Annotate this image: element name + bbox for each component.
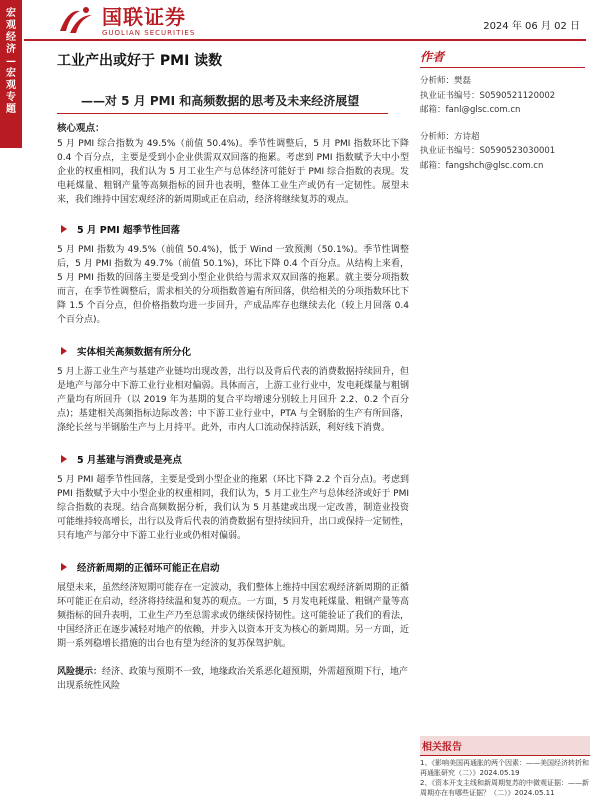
banner-char: 观 (6, 20, 16, 31)
risk-label: 风险提示： (57, 667, 103, 677)
banner-char: 宏 (6, 8, 16, 19)
author-header: 作者 (420, 50, 445, 64)
banner-char: 专 (6, 92, 16, 103)
related-reports (420, 736, 590, 799)
section-title: 实体相关高频数据有所分化 (77, 347, 192, 358)
title-divider (57, 113, 388, 114)
section-title: 5 月基建与消费或是亮点 (77, 455, 182, 466)
analyst-email[interactable]: 邮箱：fangshch@glsc.com.cn (420, 160, 544, 171)
logo-mark-icon (56, 5, 96, 37)
report-date: 2024 年 06 月 02 日 (483, 21, 580, 32)
banner-char: 经 (6, 32, 16, 43)
related-report-link[interactable]: 1、《影响美国再通胀的两个因素：——美国经济转折和再通胀研究（二）》2024.05.19 (420, 759, 589, 777)
section-text: 5 月上游工业生产与基建产业链均出现改善，出行以及背后代表的消费数据持续回升，但是地产与部分中下游工业行业相对偏弱。具体而言，上游工业行业中，发电耗煤量与粗钢产量均有所回升（以 2019 年为基期的复合平均增速分别较上月回升 2.2、0.2 个百分点)；基建相关高频指标边际改善；中下游工业行业中，PTA 与全钢胎的生产有所回落，涤纶长丝与半钢胎生产与上月持平。此外，市内人口流动保持活跃，利好线下消费。 (57, 367, 409, 433)
section-heading (57, 344, 409, 358)
section-text: 5 月 PMI 指数为 49.5%（前值 50.4%)，低于 Wind 一致预测（50.1%)。季节性调整后，5 月 PMI 指数为 49.7%（前值 50.1%)，环比下降 0.4 个百分点。从结构上来看，5 月 PMI 指数的回落主要是受到小型企业供给与需求双双回落的拖累。就主要分项指数而言，在季节性调整后，需求相关的分项指数普遍有所回落，供给相关的分项指数环比下降 1.5 个百分点，但价格指数均进一步回升，产成品库存也继续去化（较上月回落 0.4 个百分点)。 (57, 245, 409, 325)
bullet-triangle-icon (61, 225, 67, 233)
core-view-header: 核心观点： (57, 123, 105, 134)
logo-name-cn: 国联证券 (102, 4, 186, 29)
analyst-email[interactable]: 邮箱：fanl@glsc.com.cn (420, 105, 521, 115)
analyst-cert: 执业证书编号：S0590521120002 (420, 90, 556, 101)
related-header: 相关报告 (420, 736, 590, 755)
banner-char: 济 (6, 44, 16, 55)
analyst-cert: 执业证书编号：S0590523030001 (420, 146, 556, 156)
analyst-name: 分析师：方诗超 (420, 131, 480, 142)
report-subtitle: ——对 5 月 PMI 和高频数据的思考及未来经济展望 (81, 94, 360, 108)
related-divider (420, 755, 590, 756)
report-category-banner (0, 0, 22, 140)
bullet-triangle-icon (61, 455, 67, 463)
analyst-name: 分析师：樊磊 (420, 76, 472, 86)
bullet-triangle-icon (61, 563, 67, 571)
main-content (57, 120, 409, 693)
risk-warning (57, 665, 409, 693)
report-title: 工业产出或好于 PMI 读数 (57, 53, 223, 69)
section-text: 展望未来，虽然经济短期可能存在一定波动，我们整体上维持中国宏观经济新周期的正循环可能正在启动，经济将持续温和复苏的观点。一方面，5 月发电耗煤量、粗钢产量等高频指标的回升表明，工业生产乃至总需求或仍继续保持韧性。这可能验证了我们的看法，中国经济正在逐步减轻对地产的依赖，并步入以资本开支为核心的新周期。另一方面，近期一系列稳增长措施的出台也有望为经济的复苏保驾护航。 (57, 583, 409, 649)
banner-char: 题 (6, 104, 16, 115)
logo-name-en: GUOLIAN SECURITIES (102, 28, 196, 37)
company-logo (56, 5, 195, 37)
risk-text: 经济、政策与预期不一致，地缘政治关系恶化超预期，外需超预期下行，地产出现系统性风险 (57, 667, 409, 691)
banner-char: 观 (6, 80, 16, 91)
header-divider (24, 39, 586, 41)
section-heading (57, 560, 409, 574)
author-divider (420, 67, 585, 68)
section-title: 5 月 PMI 超季节性回落 (77, 225, 180, 236)
section-heading (57, 452, 409, 466)
related-report-link[interactable]: 2、《资本开支主线和新周期复苏的中微观证据：——新周期亦在有哪些证据？（二）》2024.05.11 (420, 779, 589, 797)
banner-char: — (6, 56, 16, 67)
core-view-text: 5 月 PMI 综合指数为 49.5%（前值 50.4%)。季节性调整后，5 月 PMI 指数环比下降 0.4 个百分点，主要是受到小企业供需双双回落的拖累。考虑到 PMI 指数赋予大中小型企业的权重相同，我们认为 5 月工业生产与总体经济可能好于 PMI 综合指数的表现。发电耗煤量、粗钢产量等高频指标的回升也表明，整体工业生产或仍有一定韧性。展望未来，我们维持中国宏观经济的新周期或正在启动，经济将继续复苏的观点。 (57, 139, 409, 205)
section-text: 5 月 PMI 超季节性回落，主要是受到小型企业的拖累（环比下降 2.2 个百分点)。考虑到 PMI 指数赋予大中小型企业的权重相同，我们认为，5 月工业生产与总体经济或好于 PMI 综合指数的表现。结合高频数据分析，我们认为 5 月基建或出现一定改善，制造业投资可能维持较高增长，出行以及背后代表的消费数据有望持续回升，出口或保持一定韧性，只有地产与部分中下游工业行业或仍相对偏弱。 (57, 475, 410, 541)
section-heading (57, 222, 409, 236)
banner-tail (0, 140, 22, 148)
section-title: 经济新周期的正循环可能正在启动 (77, 563, 220, 574)
author-panel (420, 48, 590, 173)
banner-char: 宏 (6, 68, 16, 79)
bullet-triangle-icon (61, 347, 67, 355)
